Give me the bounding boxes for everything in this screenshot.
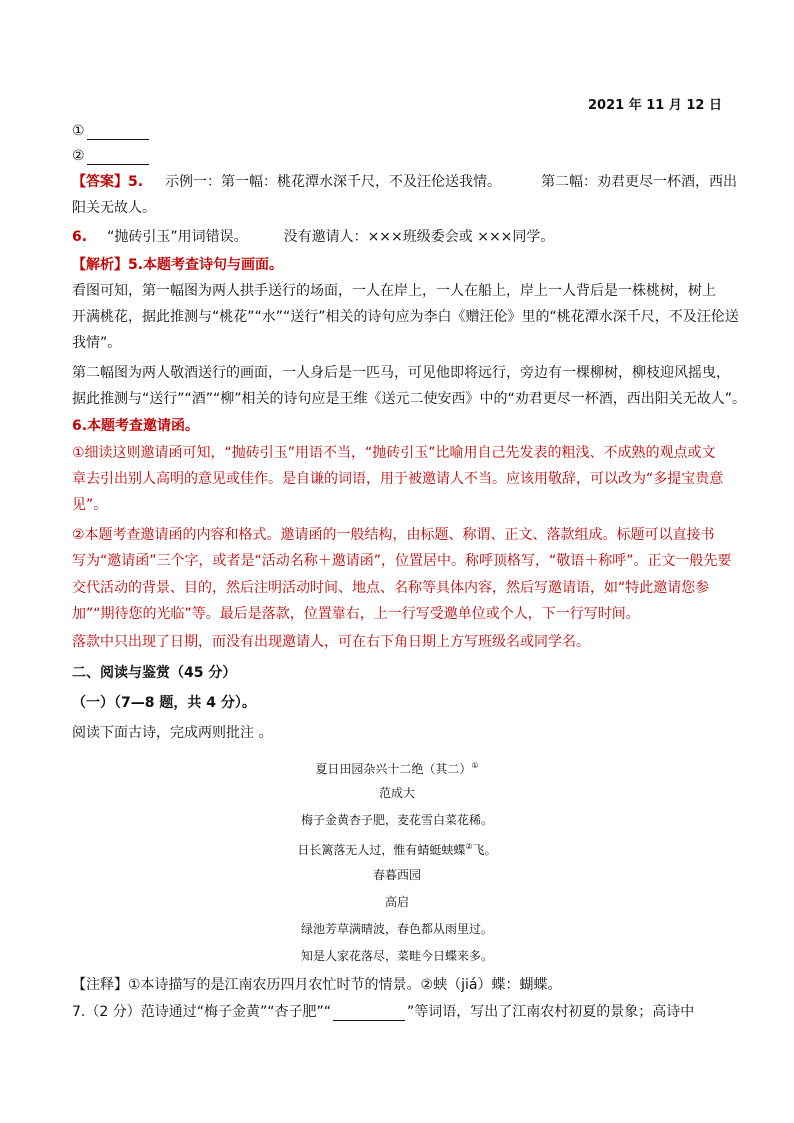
answer-blank-2[interactable] (87, 150, 149, 165)
poem-1-line-1: 梅子金黄杏子肥，麦花雪白菜花稀。 (300, 813, 493, 827)
poem-1-title (0, 758, 794, 777)
poem-2-author: 高启 (384, 895, 409, 909)
answer-6-text-a: “抛砖引玉”用词错误。 (107, 229, 248, 245)
answer-line-2: 阳关无故人。 (72, 200, 156, 216)
analysis-6-title: 6.本题考查邀请函。 (72, 418, 200, 434)
answer-line-1 (72, 173, 737, 191)
footnote-mark-2: ② (465, 842, 473, 851)
poem-2-line-1: 绿池芳草满晴波，春色都从雨里过。 (300, 922, 493, 936)
blank-marker-2: ② (72, 148, 85, 164)
poem-1-line-2 (0, 839, 794, 858)
analysis-c2-line: 落款中只出现了日期，而没有出现邀请人，可在右下角日期上方写班级名或同学名。 (72, 634, 590, 650)
poem-1-line-2-text-b: 飞。 (472, 843, 497, 857)
answer-num-6: 6. (72, 229, 88, 245)
answer-blank-1[interactable] (87, 125, 149, 140)
analysis-p1-line: 开满桃花，据此推测与“桃花”“水”“送行”相关的诗句应为李白《赠汪伦》里的“桃花潭水深千尺，不及汪伦送 (72, 309, 739, 325)
analysis-p1-line: 我情”。 (72, 335, 122, 351)
poem-2-title: 春暮西园 (372, 868, 421, 882)
analysis-5-title: 5.本题考查诗句与画面。 (128, 257, 284, 273)
analysis-c1-line: ①细读这则邀请函可知，“抛砖引玉”用语不当，“抛砖引玉”比喻用自己先发表的粗浅、不成熟的观点或文 (72, 445, 716, 461)
question-7-text-b: ”等词语，写出了江南农村初夏的景象；高诗中 (406, 1004, 695, 1020)
analysis-c1-line: 章去引出别人高明的意见或佳作。是自谦的词语，用于被邀请人不当。应该用敬辞，可以改为“多提宝贵意 (72, 471, 724, 487)
analysis-c2-line: 加”“期待您的光临”等。最后是落款，位置靠右，上一行写受邀单位或个人，下一行写时间。 (72, 606, 640, 622)
analysis-c1-line: 见”。 (72, 497, 108, 513)
analysis-tag: 【解析】 (72, 257, 128, 273)
blank-line-2 (72, 147, 149, 165)
answer-5-text-b: 第二幅：劝君更尽一杯酒，西出 (541, 174, 738, 190)
footnote-mark-1: ① (471, 761, 479, 770)
answer-5-text-a: 示例一：第一幅：桃花潭水深千尺，不及汪伦送我情。 (165, 174, 502, 190)
analysis-c2-line: ②本题考查邀请函的内容和格式。邀请函的一般结构，由标题、称谓、正文、落款组成。标题可以直接书 (72, 527, 715, 543)
analysis-c2-line: 交代活动的背景、目的，然后注明活动时间、地点、名称等具体内容，然后写邀请语，如“特此邀请您参 (72, 580, 710, 596)
answer-num-5: 5. (128, 174, 144, 190)
blank-line-1 (72, 122, 149, 140)
poem-2-line-2: 知是人家花落尽，菜畦今日蝶来多。 (300, 949, 493, 963)
poem-1-title-text: 夏日田园杂兴十二绝（其二） (315, 762, 472, 776)
analysis-p1-line: 看图可知，第一幅图为两人拱手送行的场面，一人在岸上，一人在船上，岸上一人背后是一株桃树，树上 (72, 283, 716, 299)
date-header: 2021 年 11 月 12 日 (588, 98, 722, 113)
answer-tag: 【答案】 (72, 174, 128, 190)
answer-line-3 (72, 228, 554, 246)
analysis-c2-line: 写为“邀请函”三个字，或者是“活动名称＋邀请函”，位置居中。称呼顶格写，“敬语＋称呼”。正文一般先要 (72, 553, 732, 569)
footnote-text: 【注释】①本诗描写的是江南农历四月农忙时节的情景。②蛱（jiá）蝶：蝴蝶。 (72, 977, 562, 993)
question-7-blank[interactable] (333, 1006, 405, 1021)
section-2-subtitle: （一）（7—8 题，共 4 分）。 (72, 695, 256, 711)
analysis-p2-line: 第二幅图为两人敬酒送行的画面，一人身后是一匹马，可见他即将远行，旁边有一棵柳树，柳枝迎风摇曳， (72, 365, 730, 381)
poem-1-line-2-text-a: 日长篱落无人过，惟有蜻蜓蛱蝶 (297, 843, 466, 857)
section-2-title: 二、阅读与鉴赏（45 分） (72, 665, 237, 681)
section-2-intro: 阅读下面古诗，完成两则批注 。 (72, 725, 273, 741)
poem-1-author: 范成大 (378, 786, 415, 800)
blank-marker-1: ① (72, 123, 85, 139)
question-7 (72, 1003, 694, 1021)
analysis-heading (72, 256, 283, 274)
question-7-text-a: 7.（2 分）范诗通过“梅子金黄”“杏子肥”“ (72, 1004, 331, 1020)
answer-6-text-b: 没有邀请人：×××班级委会或 ×××同学。 (283, 229, 555, 245)
analysis-p2-line: 据此推测与“送行”“酒”“柳”相关的诗句应是王维《送元二使安西》中的“劝君更尽一杯酒，西出阳关无故人”。 (72, 391, 747, 407)
